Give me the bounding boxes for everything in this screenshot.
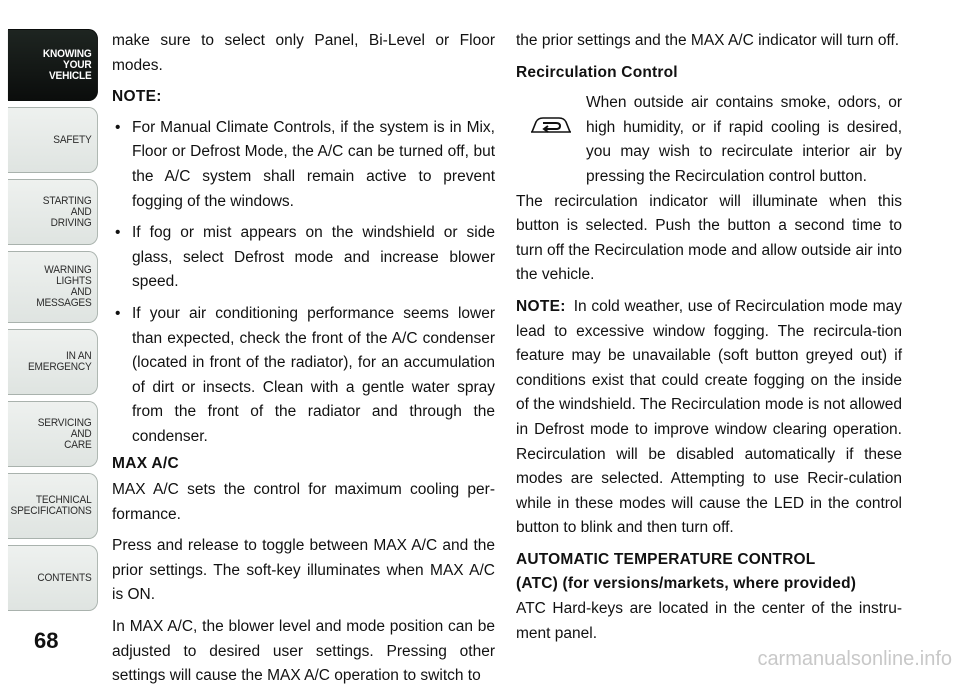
tab-label-line: LIGHTS (56, 275, 92, 287)
recirculation-car-icon (516, 105, 586, 145)
tab-safety[interactable] (8, 107, 98, 173)
atc-heading-line: (ATC) (for versions/markets, where provided) (516, 575, 857, 593)
bullet-dot-icon: • (115, 304, 121, 322)
bullet-item (112, 221, 495, 295)
tab-label-line: IN AN (66, 350, 92, 362)
tab-label-line: DRIVING (50, 216, 92, 229)
tab-label-line: MESSAGES (36, 297, 92, 309)
tab-label-line: SPECIFICATIONS (10, 505, 92, 517)
tab-starting-and-driving[interactable] (8, 179, 98, 245)
note-heading: NOTE: (112, 88, 162, 106)
recirculation-indicator-text: The recirculation indicator will illuminate when this button is selected. Push the button a second time to turn off the Recirculation mode and allow outside air into the vehicle. (516, 192, 902, 284)
continuation-text: the prior settings and the MAX A/C indicator will turn off. (516, 32, 900, 49)
tab-label-line: CARE (64, 438, 92, 451)
left-column (112, 29, 495, 689)
tab-label-line: TECHNICAL (35, 494, 92, 506)
tab-label-line: YOUR (63, 58, 92, 71)
max-ac-paragraph: Press and release to toggle between MAX A/C and the prior settings. The soft-key illuminates when MAX A/C is ON. (112, 537, 495, 604)
tab-technical-specifications[interactable] (8, 473, 98, 539)
bullet-text: If fog or mist appears on the windshield or side glass, select Defrost mode and increase blower speed. (132, 224, 495, 291)
intro-text: make sure to select only Panel, Bi-Level or Floor modes. (112, 32, 495, 74)
tab-label-line: EMERGENCY (27, 361, 92, 373)
tab-label-line: SERVICING (37, 416, 92, 429)
bullet-dot-icon: • (115, 224, 121, 242)
page-number: 68 (34, 628, 59, 653)
tab-label-line: WARNING (44, 264, 92, 276)
recirculation-description: When outside air contains smoke, odors, or high humidity, or if rapid cooling is desired, you may wish to recirculate interior air by pressing the Recirculation control button. (586, 94, 902, 185)
tab-warning-lights-and-messages[interactable] (8, 251, 98, 323)
watermark: carmanualsonline.info (757, 648, 952, 670)
tab-servicing-and-care[interactable] (8, 401, 98, 467)
max-ac-paragraph: MAX A/C sets the control for maximum cooling per-formance. (112, 481, 495, 523)
max-ac-heading: MAX A/C (112, 454, 179, 472)
bullet-item (112, 302, 495, 450)
atc-text: ATC Hard-keys are located in the center of the instru-ment panel. (516, 600, 902, 642)
tab-label-line: AND (70, 427, 92, 440)
note-text: In cold weather, use of Recirculation mode may lead to excessive window fogging. The recircula-tion feature may be unavailable (soft button greyed out) if conditions exist that could create fogging on the inside of the windshield. The Recirculation mode is not allowed in Defrost mode to improve window clearing operation. Recirculation will be disabled automatically if these modes are selected. Attempting to use Recir-culation while in these modes will cause the LED in the control button to blink and then turn off. (516, 297, 902, 537)
bullet-item (112, 116, 495, 214)
note-label: NOTE: (516, 297, 566, 315)
recirculation-heading: Recirculation Control (516, 63, 678, 81)
tab-label-line: CONTENTS (37, 571, 92, 584)
tab-knowing-your-vehicle[interactable] (8, 29, 98, 101)
tab-label-line: VEHICLE (48, 69, 92, 82)
bullet-text: For Manual Climate Controls, if the system is in Mix, Floor or Defrost Mode, the A/C can be turned off, but the A/C system shall remain active to prevent fogging of the windows. (132, 118, 495, 210)
tab-label-line: AND (70, 286, 92, 298)
tab-contents[interactable] (8, 545, 98, 611)
tab-label-line: KNOWING (42, 47, 92, 60)
tab-label-line: AND (70, 205, 92, 218)
chapter-tabs (0, 0, 100, 678)
bullet-dot-icon: • (115, 118, 121, 136)
tab-label-line: STARTING (42, 194, 92, 207)
recirculation-block (516, 91, 902, 189)
bullet-text: If your air conditioning performance seems lower than expected, check the front of the A/C condenser (located in front of the radiator), for an accumulation of dirt or insects. Clean with a gentle water spray from the front of the radiator and through the condenser. (132, 304, 495, 445)
recirculation-note (516, 295, 902, 541)
atc-heading-line: AUTOMATIC TEMPERATURE CONTROL (516, 550, 816, 568)
tab-label-line: SAFETY (53, 133, 92, 146)
tab-in-an-emergency[interactable] (8, 329, 98, 395)
right-column (516, 29, 902, 653)
max-ac-paragraph: In MAX A/C, the blower level and mode position can be adjusted to desired user settings. Pressing other settings will cause the MAX A/C operation to switch to (112, 618, 495, 685)
